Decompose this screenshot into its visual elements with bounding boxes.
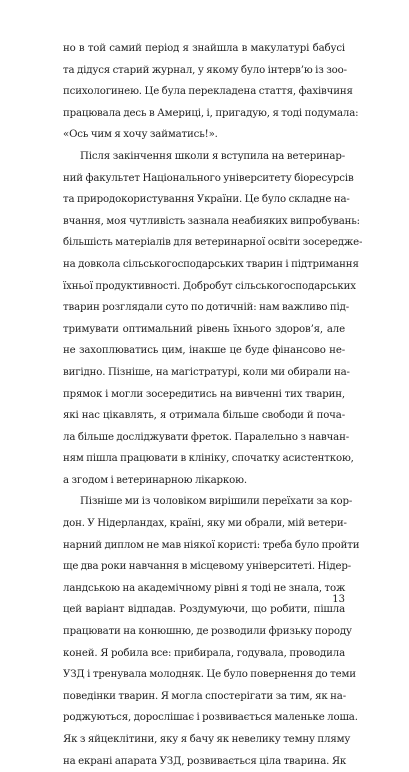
text-line: но в той самий період я знайшла в макулатурі бабусі — [63, 43, 345, 54]
text-line: нарний диплом не мав ніякої користі: треба було пройти — [63, 539, 360, 551]
text-line: які нас цікавлять, я отримала більше свободи й поча- — [63, 410, 345, 422]
text-line: на довкола сільськогосподарських тварин і підтримання — [63, 258, 359, 270]
text-line: цей варіант відпадав. Роздумуючи, що робити, пішла — [63, 604, 345, 616]
body-text — [63, 38, 363, 772]
text-line: вигідно. Пізніше, на магістратурі, коли ми обирали на- — [63, 366, 350, 378]
text-line: вчання, моя чутливість зазнала неабияких випробувань: — [63, 215, 360, 227]
text-line: УЗД і тренувала молодняк. Це було повернення до теми — [63, 669, 356, 681]
text-line: тримувати оптимальний рівень їхнього здоров’я, але — [63, 323, 345, 335]
text-line: психологинею. Це була перекладена стаття, фахівчиня — [63, 86, 353, 98]
text-line: працювати на конюшню, де розводили фризьку породу — [63, 626, 352, 638]
text-line: та природокористування України. Це було складне на- — [63, 194, 350, 206]
text-line: а згодом і ветеринарною лікаркою. — [63, 474, 247, 486]
page-number: 13 — [332, 594, 345, 605]
text-line: працювала десь в Америці, і, пригадую, я тоді подумала: — [63, 107, 359, 119]
text-line: та дідуся старий журнал, у якому було інтерв’ю із зоо- — [63, 64, 347, 76]
text-line: ще два роки навчання в місцевому університеті. Нідер- — [63, 561, 352, 573]
text-line: тварин розглядали суто по дотичній: нам важливо під- — [63, 302, 350, 314]
text-line: коней. Я робила все: прибирала, годувала, проводила — [63, 647, 345, 659]
text-line: поведінки тварин. Я могла спостерігати за тим, як на- — [63, 690, 347, 702]
text-line: Як з яйцеклітини, яку я бачу як невелику темну пляму — [63, 734, 351, 745]
text-line: не захоплюватись цим, інакше це буде фінансово не- — [63, 345, 345, 357]
text-line: ний факультет Національного університету біоресурсів — [63, 172, 354, 184]
text-line: дон. У Нідерландах, країні, яку ми обрали, мій ветери- — [63, 518, 347, 530]
text-line: на екрані апарата УЗД, розвивається ціла тварина. Як — [63, 755, 347, 767]
text-line: ням пішла працювати в клініку, спочатку асистенткою, — [63, 453, 354, 465]
text-line: Після закінчення школи я вступила на ветеринар- — [80, 150, 345, 162]
text-line: роджуються, дорослішає і розвивається маленьке лоша. — [63, 712, 358, 724]
text-line: ла більше досліджувати фреток. Паралельно з навчан- — [63, 431, 350, 443]
text-line: Пізніше ми із чоловіком вирішили переїхати за кор- — [80, 496, 353, 508]
text-line: прямок і могли зосередитись на вивченні тих тварин, — [63, 388, 345, 400]
text-line: їхньої продуктивності. Добробут сільськогосподарських — [63, 280, 356, 292]
text-line: ландською на академічному рівні я тоді не знала, тож — [63, 582, 346, 594]
text-line: «Ось чим я хочу займатись!». — [63, 129, 218, 141]
text-line: більшість матеріалів для ветеринарної освіти зосереджe- — [63, 237, 363, 249]
